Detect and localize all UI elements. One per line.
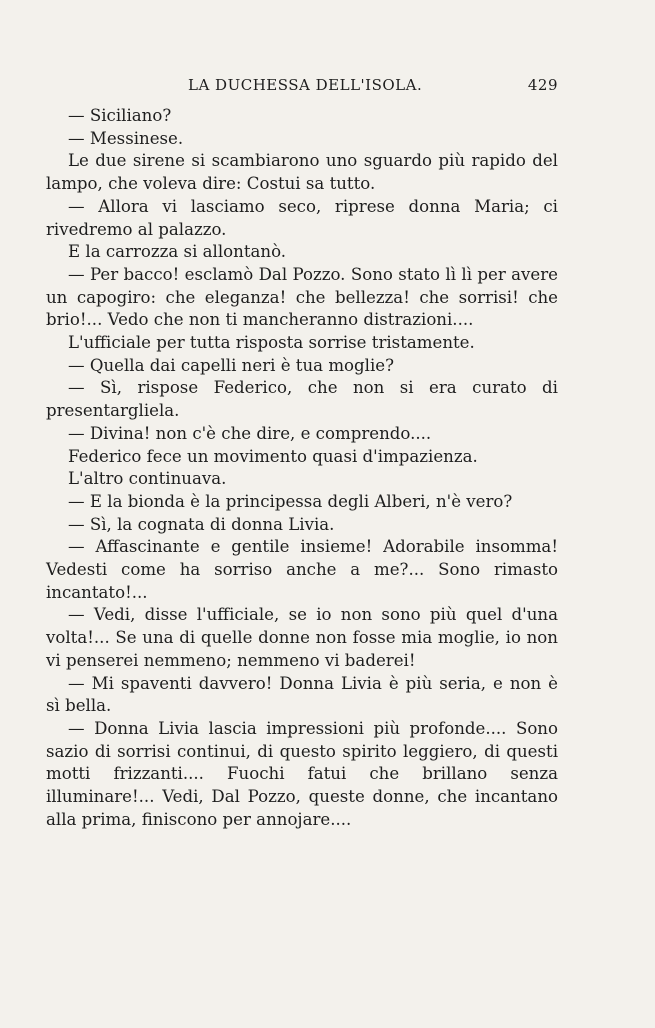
paragraph: — Siciliano?	[68, 106, 172, 125]
paragraph: — E la bionda è la principessa degli Alberi, n'è vero?	[68, 491, 513, 511]
paragraph: — Donna Livia lascia impressioni più profonde.... Sono sazio di sorrisi continui, di questo spirito leggiero, di questi motti frizzanti.... Fuochi fatui che brillano senza illuminare!... Vedi, Dal Pozzo, queste donne, che incantano alla prima, finiscono per annojare....	[46, 718, 558, 829]
paragraph: — Allora vi lasciamo seco, riprese donna Maria; ci rivedremo al palazzo.	[46, 196, 558, 239]
paragraph: — Sì, rispose Federico, che non si era curato di presentargliela.	[46, 378, 558, 421]
paragraph: Le due sirene si scambiarono uno sguardo più rapido del lampo, che voleva dire: Costui sa tutto.	[46, 151, 558, 194]
paragraph: L'ufficiale per tutta risposta sorrise tristamente.	[68, 333, 475, 353]
paragraph: — Per bacco! esclamò Dal Pozzo. Sono stato lì lì per avere un capogiro: che eleganza! che bellezza! che sorrisi! che brio!... Vedo che non ti mancheranno distrazioni....	[46, 264, 558, 330]
page-number: 429	[527, 76, 558, 94]
paragraph: L'altro continuava.	[68, 469, 227, 489]
paragraph: — Messinese.	[68, 128, 184, 148]
body-text	[46, 105, 558, 832]
paragraph: — Divina! non c'è che dire, e comprendo....	[68, 423, 432, 443]
paragraph: — Quella dai capelli neri è tua moglie?	[68, 355, 395, 375]
paragraph: — Affascinante e gentile insieme! Adorabile insomma! Vedesti come ha sorriso anche a me?... Sono rimasto incantato!...	[46, 537, 558, 602]
paragraph: — Sì, la cognata di donna Livia.	[68, 514, 335, 534]
paragraph: E la carrozza si allontanò.	[68, 242, 287, 262]
page-header	[48, 76, 558, 100]
paragraph: — Vedi, disse l'ufficiale, se io non sono più quel d'una volta!... Se una di quelle donne non fosse mia moglie, io non vi penserei nemmeno; nemmeno vi baderei!	[46, 605, 558, 670]
paragraph: Federico fece un movimento quasi d'impazienza.	[68, 446, 478, 466]
paragraph: — Mi spaventi davvero! Donna Livia è più seria, e non è sì bella.	[46, 673, 558, 716]
running-title: LA DUCHESSA DELL'ISOLA.	[188, 76, 423, 94]
